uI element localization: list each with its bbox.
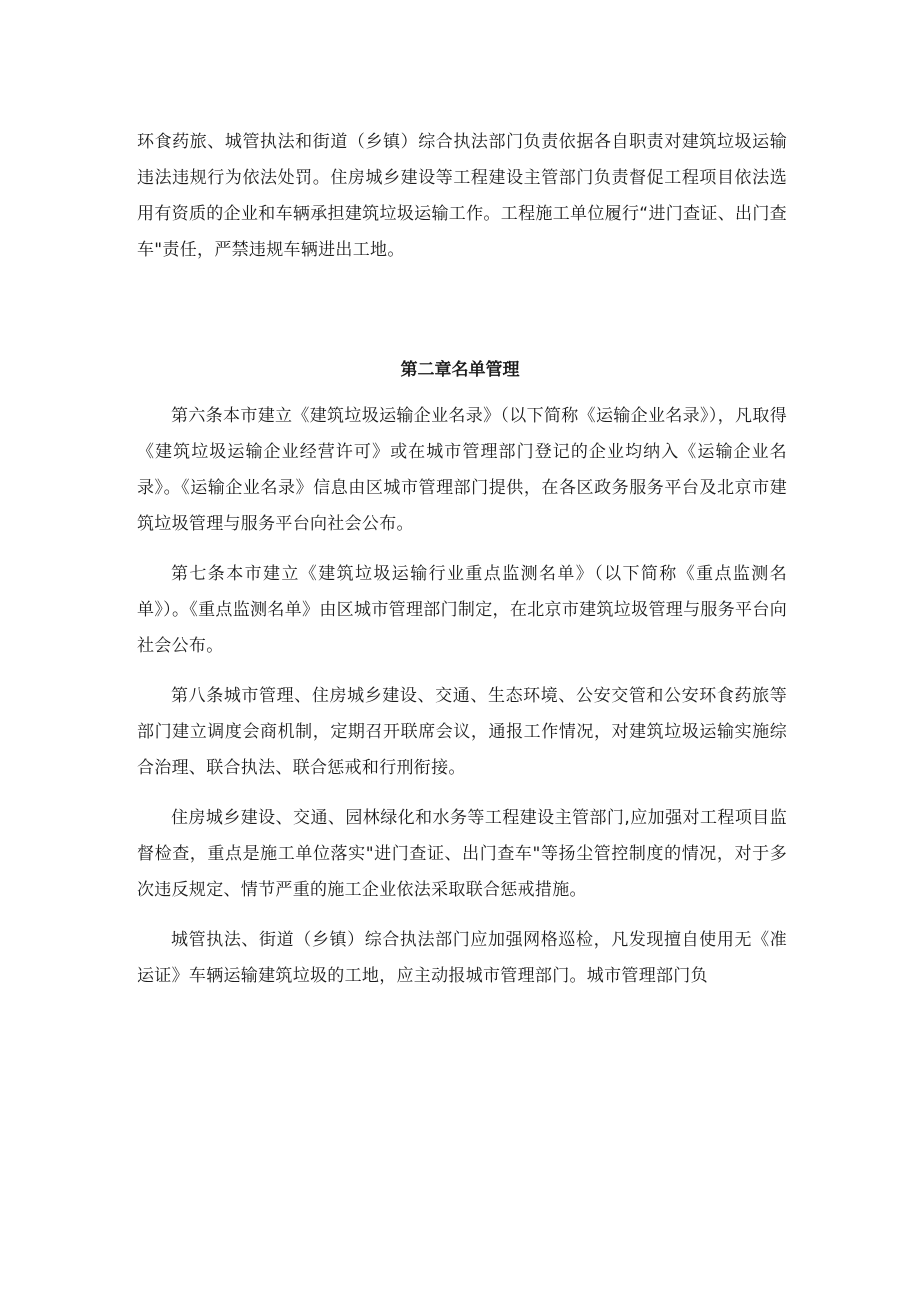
continuation-block <box>137 124 787 268</box>
article-8-paragraph: 第八条城市管理、住房城乡建设、交通、生态环境、公安交管和公安环食药旅等部门建立调度会商机制，定期召开联席会议，通报工作情况，对建筑垃圾运输实施综合治理、联合执法、联合惩戒和行刑衔接。 <box>137 686 787 778</box>
chapter-body <box>137 398 787 1008</box>
inspection-paragraph: 城管执法、街道（乡镇）综合执法部门应加强网格巡检，凡发现擅自使用无《准运证》车辆运输建筑垃圾的工地，应主动报城市管理部门。城市管理部门负 <box>137 930 787 986</box>
article-7-paragraph: 第七条本市建立《建筑垃圾运输行业重点监测名单》（以下简称《重点监测名单》）。《重点监测名单》由区城市管理部门制定，在北京市建筑垃圾管理与服务平台向社会公布。 <box>137 564 787 656</box>
chapter-title: 第二章名单管理 <box>400 360 520 380</box>
construction-supervision-paragraph: 住房城乡建设、交通、园林绿化和水务等工程建设主管部门,应加强对工程项目监督检查，重点是施工单位落实"进门查证、出门查车"等扬尘管控制度的情况，对于多次违反规定、情节严重的施工企业依法采取联合惩戒措施。 <box>137 808 787 900</box>
article-6-paragraph: 第六条本市建立《建筑垃圾运输企业名录》（以下简称《运输企业名录》），凡取得《建筑垃圾运输企业经营许可》或在城市管理部门登记的企业均纳入《运输企业名录》。《运输企业名录》信息由区城市管理部门提供，在各区政务服务平台及北京市建筑垃圾管理与服务平台向社会公布。 <box>137 406 787 534</box>
continuation-paragraph: 环食药旅、城管执法和街道（乡镇）综合执法部门负责依据各自职责对建筑垃圾运输违法违规行为依法处罚。住房城乡建设等工程建设主管部门负责督促工程项目依法选用有资质的企业和车辆承担建筑垃圾运输工作。工程施工单位履行“进门查证、出门查车"责任，严禁违规车辆进出工地。 <box>137 132 787 260</box>
